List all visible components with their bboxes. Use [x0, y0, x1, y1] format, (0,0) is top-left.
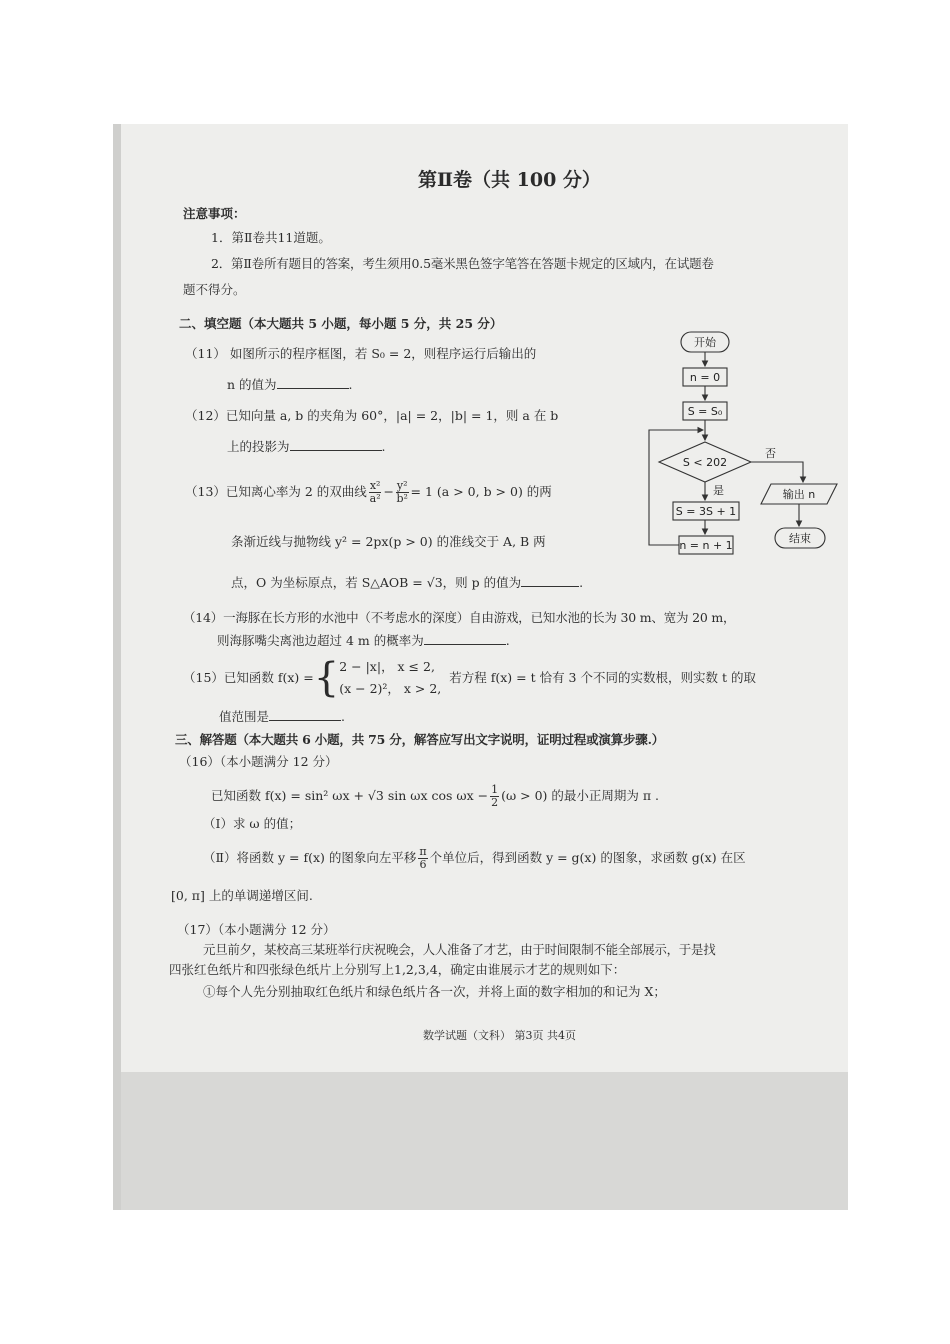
q17-heading: （17）（本小题满分 12 分）: [177, 922, 336, 937]
flow-no-branch: [751, 462, 803, 482]
q15-post: 若方程 f(x) = t 恰有 3 个不同的实数根，则实数 t 的取: [449, 670, 756, 685]
q16-frac-den: 2: [491, 796, 499, 809]
q14-line1: （14）一海豚在长方形的水池中（不考虑水的深度）自由游戏，已知水池的长为 30 m、宽为 20 m，: [183, 610, 736, 625]
page-title: 第Ⅱ卷（共 100 分）: [418, 169, 601, 191]
flow-step-n-label: n = n + 1: [679, 539, 733, 552]
q17-line3: ①每个人先分别抽取红色纸片和绿色纸片各一次，并将上面的数字相加的和记为 X；: [203, 984, 666, 999]
q12-text: 上的投影为: [227, 439, 290, 454]
section-solve-heading: 三、解答题（本大题共 6 小题，共 75 分，解答应写出文字说明，证明过程或演算步骤.）: [175, 732, 665, 747]
q15-case-1: 2 − |x|， x ≤ 2,: [339, 659, 435, 674]
q13-frac-y: [396, 480, 409, 505]
flow-init-s-label: S = S₀: [687, 405, 723, 418]
flow-no-label: 否: [765, 447, 776, 460]
q11-answer-blank: [277, 376, 349, 389]
notice-heading: 注意事项：: [183, 206, 246, 221]
q15-pre: （15）已知函数 f(x) =: [183, 670, 314, 685]
flow-condition-label: S < 202: [682, 456, 728, 469]
q16-part2-frac-den: 6: [419, 858, 427, 871]
q16-part2-post: 个单位后，得到函数 y = g(x) 的图象，求函数 g(x) 在区: [429, 850, 746, 865]
q15-text: 值范围是: [219, 709, 270, 724]
q16-frac: [490, 784, 499, 809]
flow-step-s-label: S = 3S + 1: [675, 505, 737, 518]
q15-brace: {: [313, 655, 340, 701]
notice-item-2-cont: 题不得分。: [183, 282, 246, 297]
q15-piecewise: [339, 656, 441, 700]
q15-line1: [183, 656, 756, 704]
q16-part2: [203, 846, 746, 871]
q15-line2: 值范围是 .: [219, 709, 345, 724]
q12-line1: （12）已知向量 a, b 的夹角为 60°，|a| = 2，|b| = 1，则 a 在 b: [185, 408, 559, 423]
q13-line1: [185, 480, 552, 505]
q14-text: 则海豚嘴尖离池边超过 4 m 的概率为: [217, 633, 424, 648]
q12-line2: 上的投影为 .: [227, 439, 386, 454]
q13-frac-x-num: x²: [369, 479, 381, 492]
q16-heading: （16）（本小题满分 12 分）: [179, 754, 338, 769]
flow-loop-arrow: [649, 430, 703, 545]
q11-line1: （11） 如图所示的程序框图，若 S₀ = 2，则程序运行后输出的: [185, 346, 537, 361]
q13-frac-x: [369, 480, 382, 505]
q16-part2-pre: （Ⅱ）将函数 y = f(x) 的图象向左平移: [203, 850, 417, 865]
flow-init-n-label: n = 0: [689, 371, 721, 384]
q16-post: (ω > 0) 的最小正周期为 π .: [501, 788, 660, 803]
q11-line2: n 的值为 .: [227, 377, 353, 392]
q13-post: = 1 (a > 0, b > 0) 的两: [410, 484, 552, 499]
q13-line3: 点，O 为坐标原点，若 S△AOB = √3，则 p 的值为 .: [231, 575, 584, 590]
flow-start-label: 开始: [694, 336, 716, 349]
q15-case-2: (x − 2)²， x > 2,: [339, 681, 442, 696]
q14-answer-blank: [424, 632, 506, 645]
page-footer: 数学试题（文科） 第3页 共4页: [423, 1029, 576, 1042]
flow-end-label: 结束: [789, 532, 811, 545]
q17-line2: 四张红色纸片和四张绿色纸片上分别写上1,2,3,4，确定由谁展示才艺的规则如下：: [169, 962, 626, 977]
q17-line1: 元旦前夕，某校高三某班举行庆祝晚会，人人准备了才艺，由于时间限制不能全部展示，于是找: [203, 942, 716, 957]
q13-line2: 条渐近线与抛物线 y² = 2px(p > 0) 的准线交于 A, B 两: [231, 534, 546, 549]
notice-item-1: 1．第Ⅱ卷共11道题。: [211, 230, 331, 245]
page-edge: [113, 124, 121, 1210]
q13-frac-y-den: b²: [396, 492, 408, 505]
q16-part2-frac-num: π: [419, 845, 427, 858]
q13-pre: （13）已知离心率为 2 的双曲线: [185, 484, 367, 499]
q16-frac-num: 1: [491, 783, 499, 796]
document-photo: [113, 124, 848, 1210]
q13-answer-blank: [521, 574, 579, 587]
notice-item-2: 2．第Ⅱ卷所有题目的答案，考生须用0.5毫米黑色签字笔答在答题卡规定的区域内，在试题卷: [211, 256, 714, 271]
flow-yes-label: 是: [713, 484, 724, 497]
q16-line1: [211, 784, 659, 809]
q13-frac-y-num: y²: [396, 479, 408, 492]
q14-line2: 则海豚嘴尖离池边超过 4 m 的概率为 .: [217, 633, 510, 648]
q16-part2-frac: [418, 846, 427, 871]
q16-pre: 已知函数 f(x) = sin² ωx + √3 sin ωx cos ωx −: [211, 788, 489, 803]
q13-text: 点，O 为坐标原点，若 S△AOB = √3，则 p 的值为: [231, 575, 522, 590]
program-flowchart: [643, 324, 843, 574]
q11-text: n 的值为: [227, 377, 277, 392]
q12-answer-blank: [290, 438, 382, 451]
flow-output-label: 输出 n: [782, 488, 816, 501]
page-shadow: [113, 1072, 848, 1210]
q15-answer-blank: [269, 708, 341, 721]
q13-frac-x-den: a²: [369, 492, 381, 505]
q16-part1: （Ⅰ）求 ω 的值；: [203, 816, 302, 831]
section-fill-blank-heading: 二、填空题（本大题共 5 小题，每小题 5 分，共 25 分）: [179, 316, 503, 331]
q13-minus: −: [383, 484, 394, 499]
q16-part2-cont: [0, π] 上的单调递增区间.: [171, 888, 313, 903]
